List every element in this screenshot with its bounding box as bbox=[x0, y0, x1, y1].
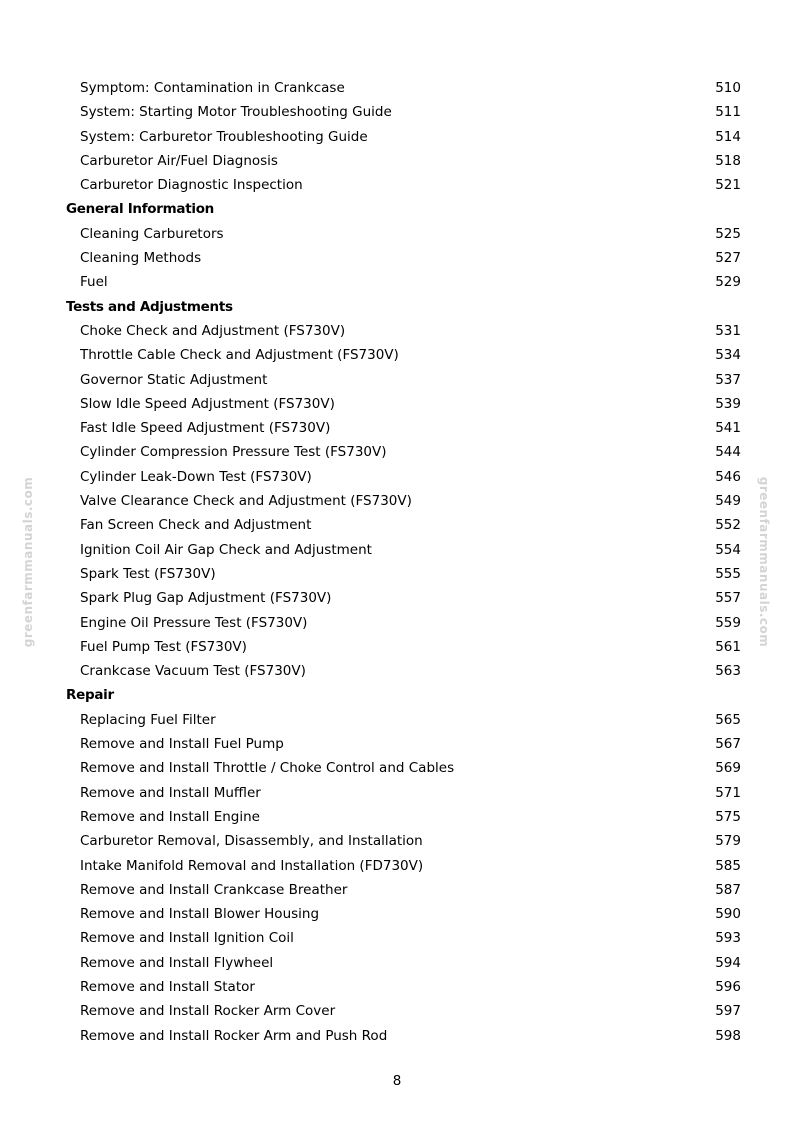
toc-entry-title: Repair bbox=[66, 687, 114, 704]
toc-entry-title: Fuel Pump Test (FS730V) bbox=[80, 638, 247, 655]
toc-entry-page: 585 bbox=[715, 857, 741, 874]
toc-entry-page: 594 bbox=[715, 954, 741, 971]
toc-entry-page: 555 bbox=[715, 565, 741, 582]
toc-entry[interactable] bbox=[0, 100, 794, 124]
toc-entry-title: Ignition Coil Air Gap Check and Adjustment bbox=[80, 541, 372, 558]
toc-entry-page: 529 bbox=[715, 274, 741, 291]
toc-entry-title: Remove and Install Rocker Arm Cover bbox=[80, 1003, 336, 1020]
toc-entry[interactable] bbox=[0, 562, 794, 586]
toc-entry[interactable] bbox=[0, 368, 794, 392]
toc-entry-title: Cleaning Methods bbox=[80, 250, 202, 267]
toc-entry-title: System: Carburetor Troubleshooting Guide bbox=[80, 128, 368, 145]
toc-entry-page: 549 bbox=[715, 493, 741, 510]
toc-entry[interactable] bbox=[0, 611, 794, 635]
toc-entry-title: Remove and Install Rocker Arm and Push Rod bbox=[80, 1027, 388, 1044]
toc-entry-title: Replacing Fuel Filter bbox=[80, 711, 216, 728]
toc-entry-title: Remove and Install Muffler bbox=[80, 784, 261, 801]
toc-entry[interactable] bbox=[0, 489, 794, 513]
toc-entry[interactable] bbox=[0, 805, 794, 829]
toc-entry-page: 565 bbox=[715, 711, 741, 728]
toc-entry-page: 518 bbox=[715, 152, 741, 169]
toc-entry[interactable] bbox=[0, 222, 794, 246]
toc-entry[interactable] bbox=[0, 125, 794, 149]
table-of-contents bbox=[0, 76, 794, 1048]
toc-entry-title: Intake Manifold Removal and Installation (FD730V) bbox=[80, 857, 424, 874]
toc-entry[interactable] bbox=[0, 173, 794, 197]
toc-entry-title: Fuel bbox=[80, 274, 108, 291]
toc-entry-title: Carburetor Diagnostic Inspection bbox=[80, 177, 303, 194]
toc-entry[interactable] bbox=[0, 756, 794, 780]
toc-entry-page: 531 bbox=[715, 322, 741, 339]
toc-entry[interactable] bbox=[0, 319, 794, 343]
toc-section-heading bbox=[0, 197, 794, 221]
toc-entry-page: 514 bbox=[715, 128, 741, 145]
toc-entry[interactable] bbox=[0, 270, 794, 294]
toc-entry[interactable] bbox=[0, 416, 794, 440]
toc-entry[interactable] bbox=[0, 975, 794, 999]
toc-entry-page: 541 bbox=[715, 420, 741, 437]
toc-entry[interactable] bbox=[0, 854, 794, 878]
toc-entry-title: Governor Static Adjustment bbox=[80, 371, 268, 388]
toc-entry[interactable] bbox=[0, 246, 794, 270]
toc-entry-page: 575 bbox=[715, 808, 741, 825]
toc-entry[interactable] bbox=[0, 708, 794, 732]
toc-section-heading bbox=[0, 683, 794, 707]
toc-entry[interactable] bbox=[0, 999, 794, 1023]
toc-entry-page: 597 bbox=[715, 1003, 741, 1020]
toc-entry[interactable] bbox=[0, 76, 794, 100]
toc-entry-title: Remove and Install Ignition Coil bbox=[80, 930, 294, 947]
toc-entry-page: 569 bbox=[715, 760, 741, 777]
toc-entry-page: 527 bbox=[715, 250, 741, 267]
toc-entry-title: Remove and Install Flywheel bbox=[80, 954, 274, 971]
toc-entry-page: 557 bbox=[715, 590, 741, 607]
toc-entry[interactable] bbox=[0, 732, 794, 756]
toc-entry-page: 579 bbox=[715, 833, 741, 850]
toc-entry-page: 590 bbox=[715, 906, 741, 923]
toc-entry-title: Remove and Install Blower Housing bbox=[80, 906, 320, 923]
toc-entry-title: Fast Idle Speed Adjustment (FS730V) bbox=[80, 420, 331, 437]
toc-entry[interactable] bbox=[0, 149, 794, 173]
toc-entry-page: 596 bbox=[715, 978, 741, 995]
toc-entry-page: 534 bbox=[715, 347, 741, 364]
toc-entry-title: System: Starting Motor Troubleshooting Guide bbox=[80, 104, 392, 121]
toc-entry[interactable] bbox=[0, 781, 794, 805]
toc-entry[interactable] bbox=[0, 829, 794, 853]
toc-entry[interactable] bbox=[0, 343, 794, 367]
toc-entry[interactable] bbox=[0, 538, 794, 562]
toc-entry-title: Remove and Install Fuel Pump bbox=[80, 736, 284, 753]
toc-entry-title: Symptom: Contamination in Crankcase bbox=[80, 80, 345, 96]
toc-entry[interactable] bbox=[0, 1024, 794, 1048]
toc-entry[interactable] bbox=[0, 513, 794, 537]
toc-entry[interactable] bbox=[0, 465, 794, 489]
toc-entry[interactable] bbox=[0, 392, 794, 416]
toc-entry-page: 567 bbox=[715, 736, 741, 753]
toc-entry-page: 552 bbox=[715, 517, 741, 534]
toc-entry-title: Crankcase Vacuum Test (FS730V) bbox=[80, 663, 306, 680]
toc-entry-page: 521 bbox=[715, 177, 741, 194]
toc-entry-title: Carburetor Air/Fuel Diagnosis bbox=[80, 152, 278, 169]
toc-entry-page: 561 bbox=[715, 638, 741, 655]
toc-entry-page: 593 bbox=[715, 930, 741, 947]
toc-entry-title: Valve Clearance Check and Adjustment (FS730V) bbox=[80, 493, 412, 510]
toc-entry-page: 510 bbox=[715, 80, 741, 96]
toc-entry-title: Fan Screen Check and Adjustment bbox=[80, 517, 312, 534]
toc-entry-page: 587 bbox=[715, 881, 741, 898]
toc-entry[interactable] bbox=[0, 902, 794, 926]
toc-entry-page: 544 bbox=[715, 444, 741, 461]
toc-entry-title: Carburetor Removal, Disassembly, and Installation bbox=[80, 833, 423, 850]
toc-entry[interactable] bbox=[0, 926, 794, 950]
toc-entry-title: Throttle Cable Check and Adjustment (FS730V) bbox=[80, 347, 399, 364]
toc-entry-title: Spark Test (FS730V) bbox=[80, 565, 216, 582]
toc-entry-title: Remove and Install Stator bbox=[80, 978, 255, 995]
toc-entry-title: Spark Plug Gap Adjustment (FS730V) bbox=[80, 590, 332, 607]
toc-entry[interactable] bbox=[0, 635, 794, 659]
toc-entry-page: 563 bbox=[715, 663, 741, 680]
toc-entry-page: 511 bbox=[715, 104, 741, 121]
toc-entry[interactable] bbox=[0, 586, 794, 610]
toc-entry-page: 559 bbox=[715, 614, 741, 631]
watermark-left: greenfarmmanuals.com bbox=[21, 476, 35, 648]
toc-section-heading bbox=[0, 295, 794, 319]
toc-entry[interactable] bbox=[0, 659, 794, 683]
toc-entry-title: Engine Oil Pressure Test (FS730V) bbox=[80, 614, 308, 631]
toc-entry-title: General Information bbox=[66, 201, 214, 218]
page-number: 8 bbox=[392, 1073, 402, 1089]
toc-entry-title: Cleaning Carburetors bbox=[80, 225, 224, 242]
toc-entry-title: Tests and Adjustments bbox=[66, 298, 233, 315]
toc-entry[interactable] bbox=[0, 440, 794, 464]
toc-entry-page: 546 bbox=[715, 468, 741, 485]
toc-entry-page: 571 bbox=[715, 784, 741, 801]
toc-entry-page: 539 bbox=[715, 395, 741, 412]
toc-entry-page: 598 bbox=[715, 1027, 741, 1044]
toc-entry-title: Remove and Install Throttle / Choke Control and Cables bbox=[80, 760, 455, 777]
toc-entry[interactable] bbox=[0, 951, 794, 975]
toc-entry-title: Choke Check and Adjustment (FS730V) bbox=[80, 322, 346, 339]
toc-entry-page: 525 bbox=[715, 225, 741, 242]
toc-entry-page: 537 bbox=[715, 371, 741, 388]
toc-entry-page: 554 bbox=[715, 541, 741, 558]
toc-entry-title: Cylinder Leak-Down Test (FS730V) bbox=[80, 468, 312, 485]
watermark-right: greenfarmmanuals.com bbox=[757, 476, 771, 648]
toc-entry-title: Remove and Install Engine bbox=[80, 808, 260, 825]
toc-entry[interactable] bbox=[0, 878, 794, 902]
toc-entry-title: Slow Idle Speed Adjustment (FS730V) bbox=[80, 395, 335, 412]
toc-entry-title: Remove and Install Crankcase Breather bbox=[80, 881, 348, 898]
toc-entry-title: Cylinder Compression Pressure Test (FS730V) bbox=[80, 444, 387, 461]
